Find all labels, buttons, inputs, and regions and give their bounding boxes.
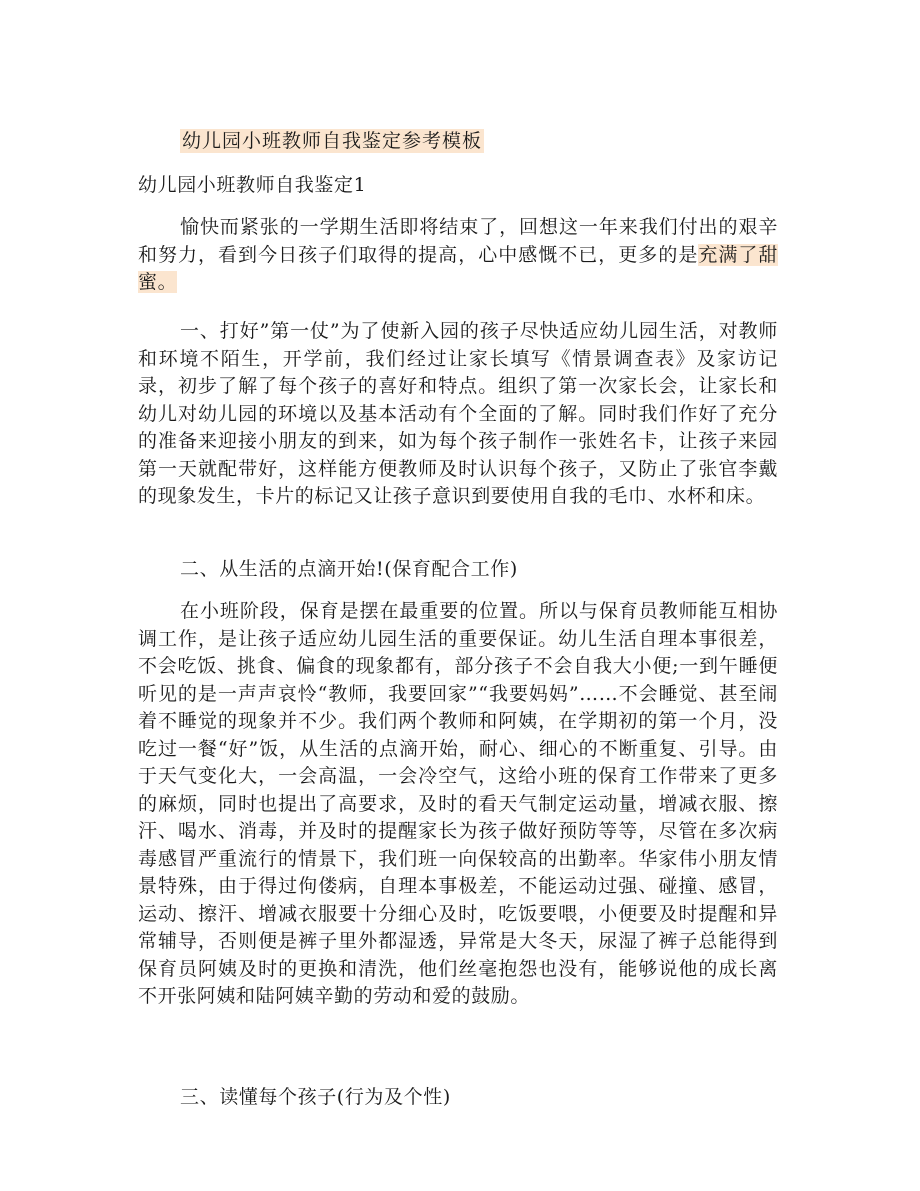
document-subtitle: 幼儿园小班教师自我鉴定1 [138, 174, 367, 196]
document-title [180, 128, 484, 154]
intro-highlighted-text: 充满了甜蜜。 [138, 243, 778, 293]
section-two-heading: 二、从生活的点滴开始!(保育配合工作) [180, 558, 518, 580]
title-highlight: 幼儿园小班教师自我鉴定参考模板 [182, 130, 483, 152]
intro-paragraph [138, 214, 778, 297]
section-two-paragraph: 在小班阶段，保育是摆在最重要的位置。所以与保育员教师能互相协调工作，是让孩子适应幼儿园生活的重要保证。幼儿生活自理本事很差，不会吃饭、挑食、偏食的现象都有，部分孩子不会自我大小便;一到午睡便听见的是一声声哀怜“教师，我要回家”“我要妈妈”……不会睡觉、甚至闹着不睡觉的现象并不少。我们两个教师和阿姨，在学期初的第一个月，没吃过一餐“好”饭，从生活的点滴开始，耐心、细心的不断重复、引导。由于天气变化大，一会高温，一会冷空气，这给小班的保育工作带来了更多的麻烦，同时也提出了高要求，及时的看天气制定运动量，增减衣服、擦汗、喝水、消毒，并及时的提醒家长为孩子做好预防等等，尽管在多次病毒感冒严重流行的情景下，我们班一向保较高的出勤率。华家伟小朋友情景特殊，由于得过佝偻病，自理本事极差，不能运动过强、碰撞、感冒，运动、擦汗、增减衣服要十分细心及时，吃饭要喂，小便要及时提醒和异常辅导，否则便是裤子里外都湿透，异常是大冬天，尿湿了裤子总能得到保育员阿姨及时的更换和清洗，他们丝毫抱怨也没有，能够说他的成长离不开张阿姨和陆阿姨辛勤的劳动和爱的鼓励。 [138, 600, 778, 1007]
section-three-heading: 三、读懂每个孩子(行为及个性) [180, 1086, 451, 1108]
section-one-paragraph: 一、打好”第一仗”为了使新入园的孩子尽快适应幼儿园生活，对教师和环境不陌生，开学前，我们经过让家长填写《情景调查表》及家访记录，初步了解了每个孩子的喜好和特点。组织了第一次家长会，让家长和幼儿对幼儿园的环境以及基本活动有个全面的了解。同时我们作好了充分的准备来迎接小朋友的到来，如为每个孩子制作一张姓名卡，让孩子来园第一天就配带好，这样能方便教师及时认识每个孩子，又防止了张官李戴的现象发生，卡片的标记又让孩子意识到要使用自我的毛巾、水杯和床。 [138, 320, 778, 507]
intro-text: 愉快而紧张的一学期生活即将结束了，回想这一年来我们付出的艰辛和努力，看到今日孩子们取得的提高，心中感慨不已，更多的是 [138, 216, 778, 266]
